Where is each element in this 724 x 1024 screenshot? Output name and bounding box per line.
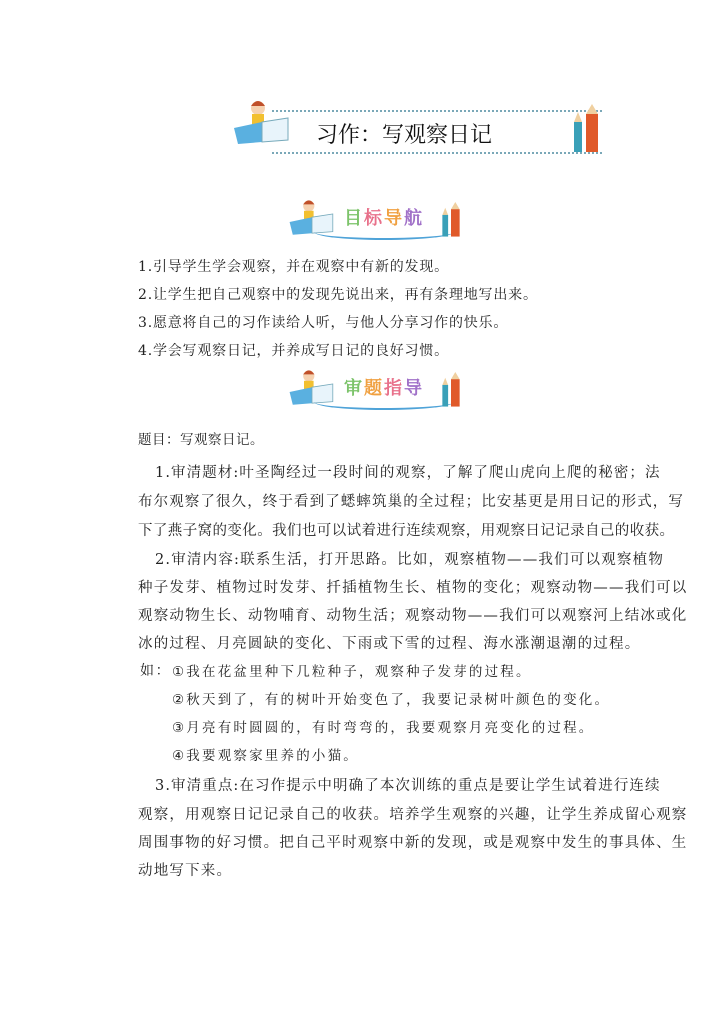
example-item: ④我要观察家里养的小猫。 [172, 748, 360, 764]
goal-item: 4.学会写观察日记，并养成写日记的良好习惯。 [138, 343, 449, 359]
paragraph-line: 动地写下来。 [138, 863, 233, 879]
example-item: ①我在花盆里种下几粒种子，观察种子发芽的过程。 [172, 664, 532, 680]
goal-item: 2.让学生把自己观察中的发现先说出来，再有条理地写出来。 [138, 287, 538, 303]
goal-item: 1.引导学生学会观察，并在观察中有新的发现。 [138, 259, 449, 275]
section-header-goals [288, 198, 468, 240]
pencils-icon [438, 202, 464, 238]
topic-line: 题目：写观察日记。 [138, 432, 264, 448]
paragraph-line: 观察动物生长、动物哺育、动物生活；观察动物——我们可以观察河上结冰或化 [138, 608, 688, 624]
child-reading-book-icon [232, 98, 292, 148]
examples-label: 如： [140, 663, 172, 679]
goal-item: 3.愿意将自己的习作读给人听，与他人分享习作的快乐。 [138, 315, 509, 331]
paragraph-line: 种子发芽、植物过时发芽、扦插植物生长、植物的变化；观察动物——我们可以 [138, 580, 688, 596]
paragraph-line: 周围事物的好习惯。把自己平时观察中新的发现，或是观察中发生的事具体、生 [138, 835, 688, 851]
paragraph-line: 2.审清内容:联系生活，打开思路。比如，观察植物——我们可以观察植物 [155, 552, 665, 568]
paragraph-line: 1.审清题材:叶圣陶经过一段时间的观察，了解了爬山虎向上爬的秘密；法 [155, 465, 661, 481]
title-banner [232, 98, 604, 156]
page-title: 习作：写观察日记 [316, 123, 493, 148]
paragraph-line: 冰的过程、月亮圆缺的变化、下雨或下雪的过程、海水涨潮退潮的过程。 [138, 636, 641, 652]
paragraph-line: 布尔观察了很久，终于看到了蟋蟀筑巢的全过程；比安基更是用日记的形式，写 [138, 494, 684, 510]
example-item: ③月亮有时圆圆的，有时弯弯的，我要观察月亮变化的过程。 [172, 720, 595, 736]
section-title-guidance: 审题指导 [344, 378, 424, 399]
pencils-icon [438, 372, 464, 408]
example-item: ②秋天到了，有的树叶开始变色了，我要记录树叶颜色的变化。 [172, 692, 611, 708]
paragraph-line: 观察，用观察日记记录自己的收获。培养学生观察的兴趣，让学生养成留心观察 [138, 807, 688, 823]
paragraph-line: 3.审清重点:在习作提示中明确了本次训练的重点是要让学生试着进行连续 [155, 778, 661, 794]
section-title-goals: 目标导航 [344, 208, 424, 229]
pencils-icon [568, 104, 604, 154]
paragraph-line: 下了燕子窝的变化。我们也可以试着进行连续观察，用观察日记记录自己的收获。 [138, 523, 675, 539]
section-header-guidance [288, 368, 468, 410]
